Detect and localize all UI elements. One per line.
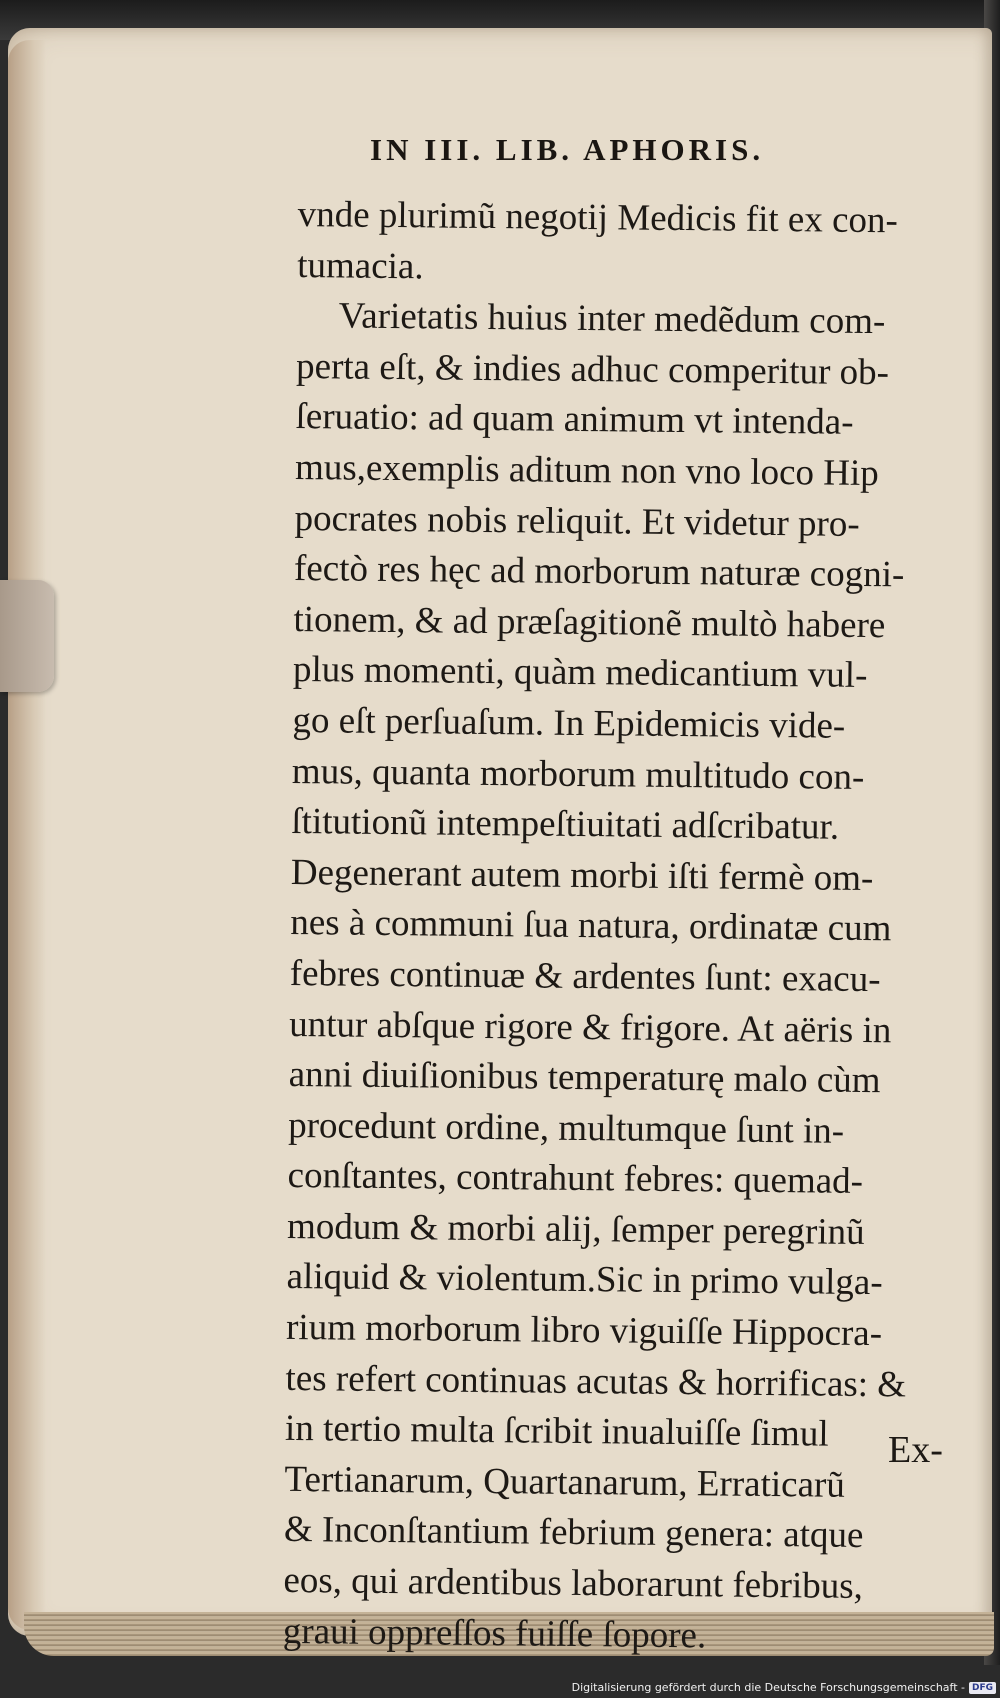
page-gutter	[8, 40, 46, 1630]
text-line: mus,exemplis aditum non vno loco Hip	[294, 446, 880, 495]
text-line: vnde plurimũ negotij Medicis fit ex con-	[297, 193, 899, 242]
text-line: untur abſque rigore & frigore. At aëris in	[289, 1003, 892, 1051]
text-line: fectò res hęc ad morborum naturæ cogni-	[293, 548, 905, 596]
text-line: Tertianarum, Quartanarum, Erraticarũ	[284, 1458, 846, 1506]
text-line: pocrates nobis reliquit. Et videtur pro-	[294, 497, 860, 545]
text-line: ſeruatio: ad quam animum vt intenda-	[295, 396, 854, 444]
text-line: mus, quanta morborum multitudo con-	[291, 750, 865, 798]
text-line: tes refert continuas acutas & horrificas: &	[285, 1357, 907, 1406]
text-line: rium morborum libro viguiſſe Hippocra-	[285, 1307, 883, 1355]
bookmark-tab	[0, 580, 54, 692]
text-line: & Inconſtantium febrium genera: atque	[283, 1509, 864, 1557]
text-line: nes à communi ſua natura, ordinatæ cum	[290, 902, 892, 950]
text-line: graui oppreſſos fuiſſe ſopore.	[282, 1610, 707, 1656]
text-line: febres continuæ & ardentes ſunt: exacu-	[289, 952, 881, 1001]
text-line: aliquid & violentum.Sic in primo vulga-	[286, 1256, 883, 1304]
dfg-logo-icon: DFG	[969, 1682, 996, 1694]
text-line: modum & morbi alij, ſemper peregrinũ	[286, 1205, 865, 1253]
text-body	[283, 190, 958, 1664]
text-line: ſtitutionũ intempeſtiuitati adſcribatur.	[291, 801, 840, 848]
digitization-credit	[572, 1681, 996, 1694]
text-line: conſtantes, contrahunt febres: quemad-	[287, 1155, 864, 1203]
text-line: eos, qui ardentibus laborarunt febribus,	[283, 1559, 864, 1608]
text-line: Varietatis huius inter medẽdum com-	[338, 295, 886, 343]
text-line: anni diuiſionibus temperaturę malo cùm	[288, 1054, 881, 1102]
catchword: Ex-	[888, 1429, 943, 1471]
text-line: go eſt perſuaſum. In Epidemicis vide-	[292, 699, 846, 747]
text-line: tumacia.	[296, 244, 424, 287]
text-line: plus momenti, quàm medicantium vul-	[292, 649, 868, 697]
text-line: Degenerant autem morbi iſti fermè om-	[290, 851, 874, 899]
text-line: procedunt ordine, multumque ſunt in-	[287, 1104, 845, 1152]
credit-text: Digitalisierung gefördert durch die Deutsche Forschungsgemeinschaft -	[571, 1681, 965, 1694]
text-line: in tertio multa ſcribit inualuiſſe ſimul	[284, 1408, 829, 1455]
text-line: perta eſt, & indies adhuc comperitur ob-	[295, 345, 890, 393]
text-line: tionem, & ad præſagitionẽ multò habere	[293, 598, 886, 646]
running-head: IN III. LIB. APHORIS.	[370, 132, 765, 167]
